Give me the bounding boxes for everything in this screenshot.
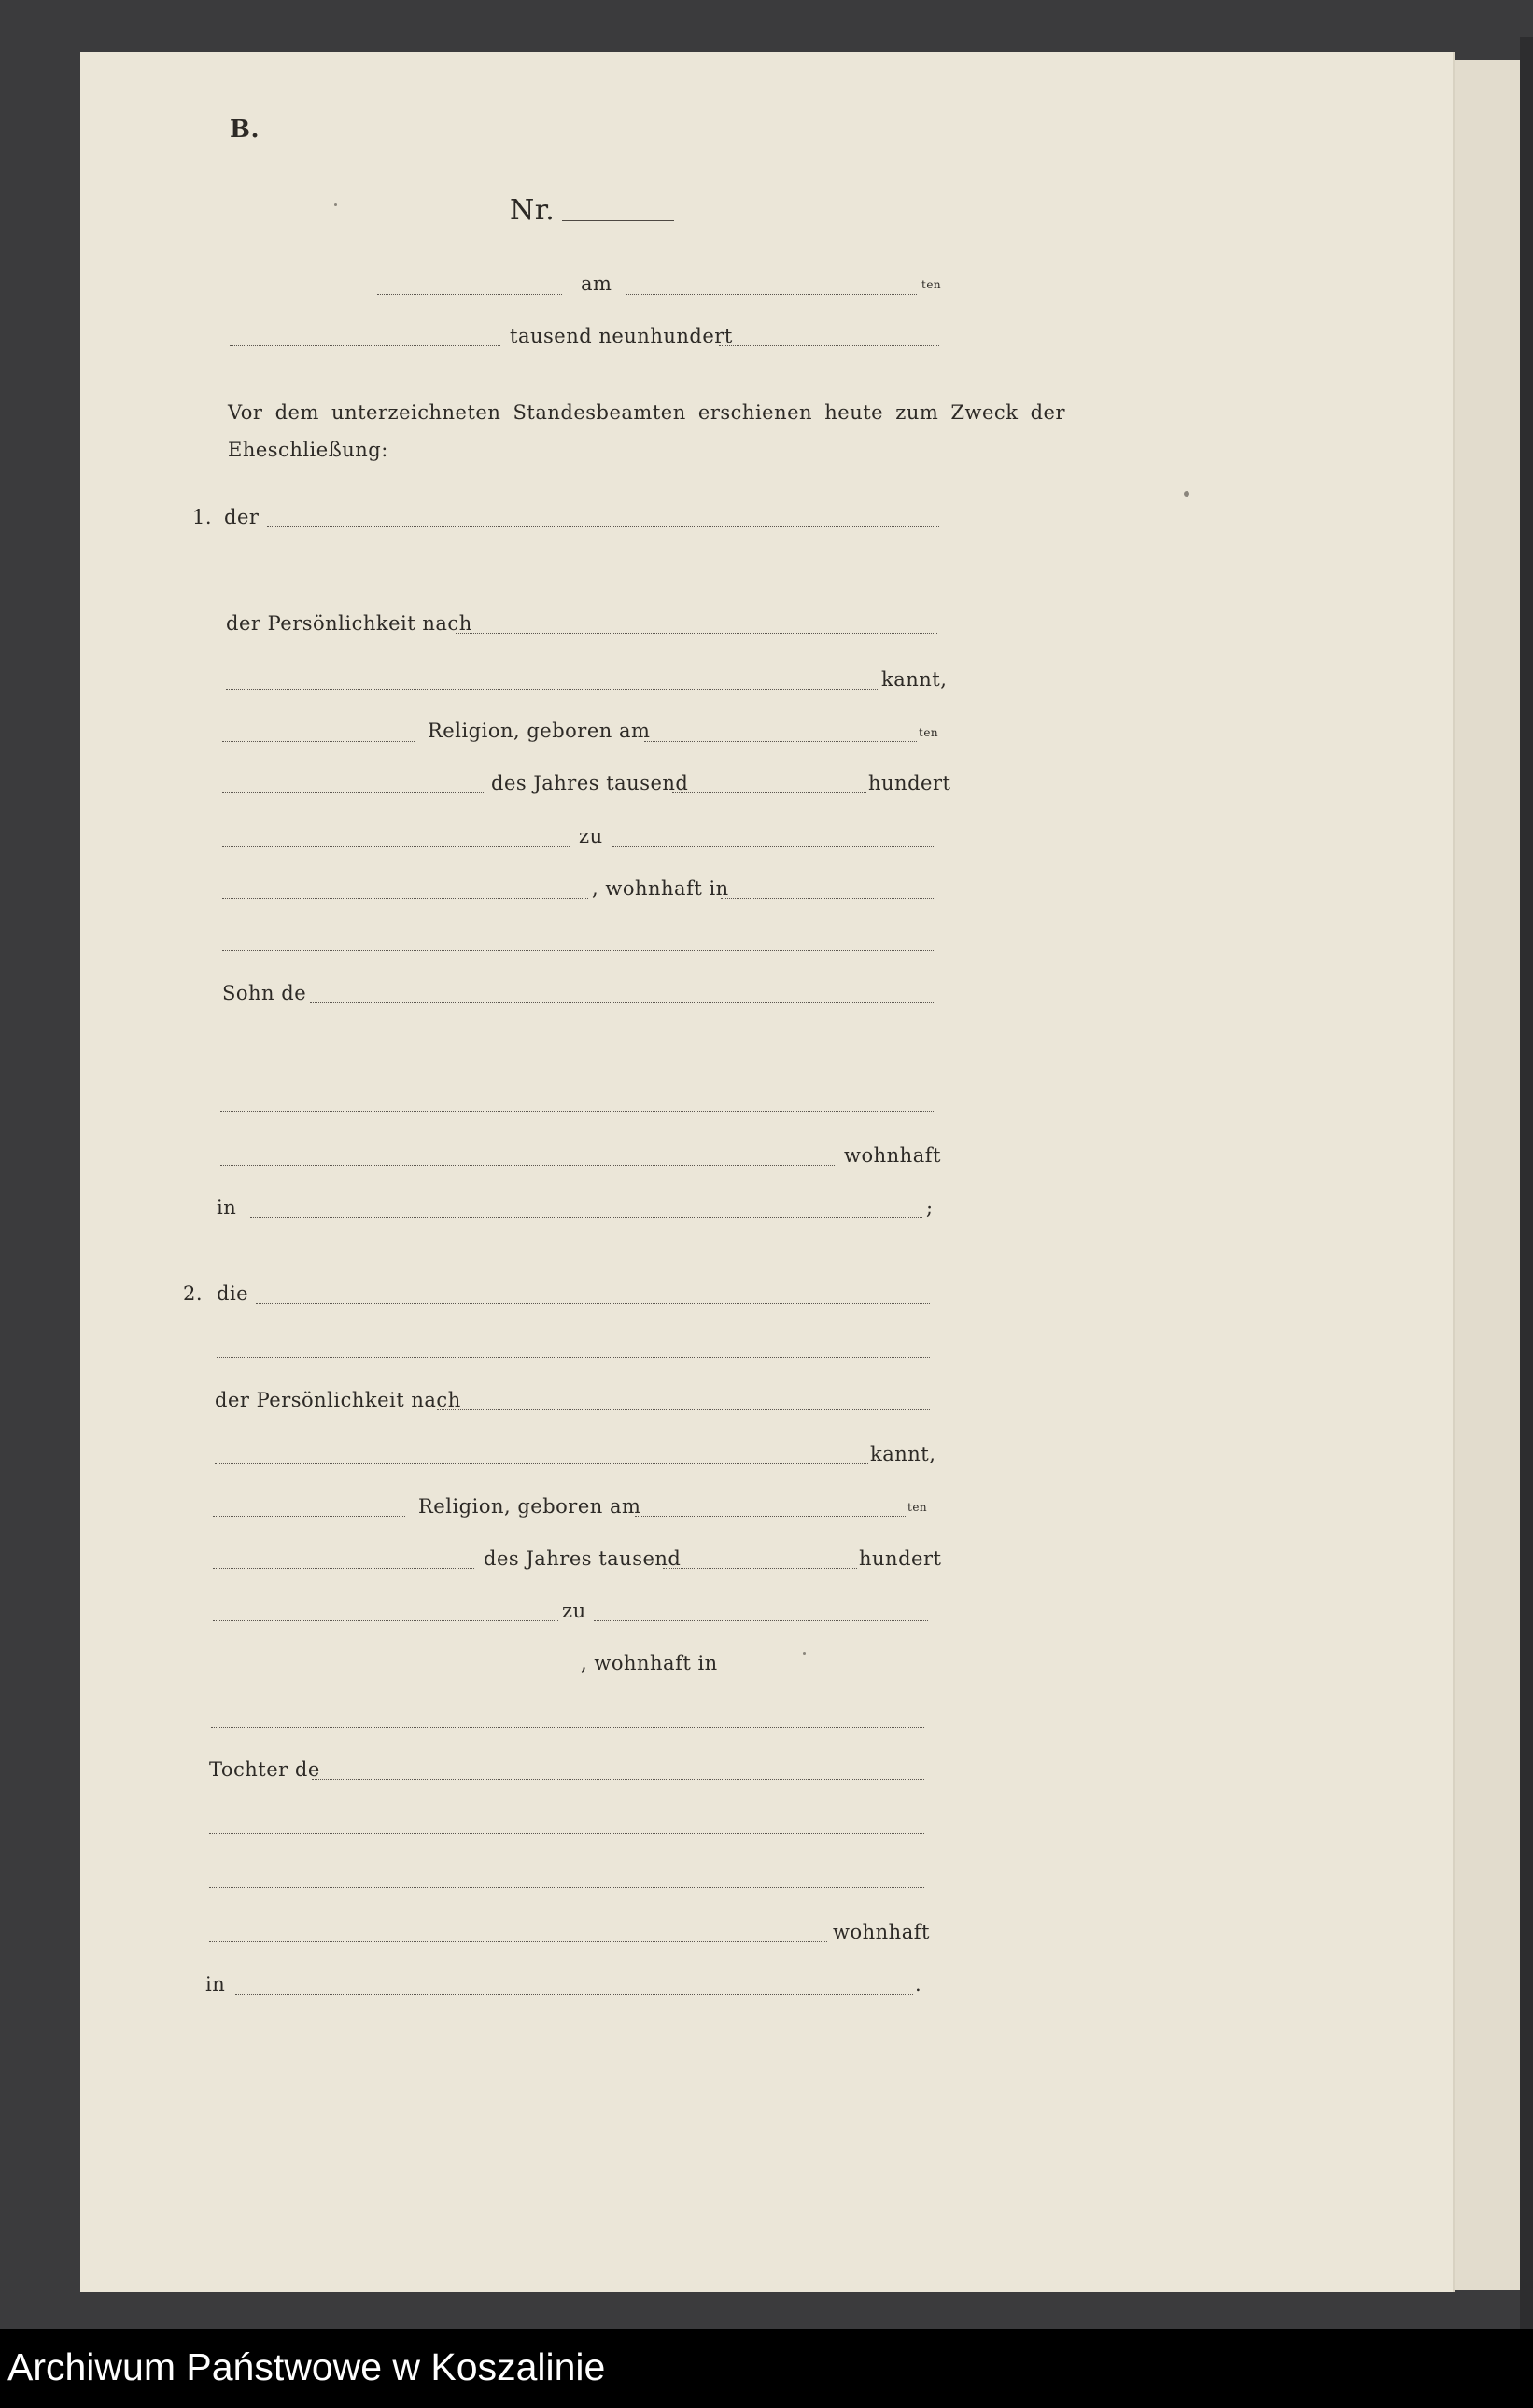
bride-wohnhaft-in-label: , wohnhaft in — [581, 1652, 718, 1674]
groom-wohnhaft-label: wohnhaft — [844, 1144, 941, 1167]
bride-birth-year-field — [663, 1568, 857, 1569]
bride-residence-field-2 — [211, 1727, 924, 1728]
groom-des-jahres-label: des Jahres tausend — [491, 772, 689, 794]
groom-religion-field — [222, 741, 415, 742]
bride-name-field — [256, 1303, 930, 1304]
year-suffix-field — [719, 345, 939, 346]
bride-parents-field-3 — [209, 1887, 924, 1888]
groom-number: 1. — [192, 506, 213, 528]
groom-child-of-label: Sohn de — [222, 982, 307, 1004]
bride-hundert-label: hundert — [859, 1547, 942, 1570]
groom-residence-field — [721, 898, 935, 899]
bride-zu-label: zu — [562, 1600, 586, 1622]
binding-edge — [1520, 37, 1533, 2329]
nr-label: Nr. — [510, 194, 556, 227]
bride-parents-residence-field — [235, 1994, 913, 1995]
bride-end-mark: . — [915, 1973, 922, 1995]
groom-religion-label: Religion, geboren am — [428, 720, 651, 742]
groom-birth-month-field — [222, 792, 484, 793]
paper-speck — [803, 1652, 806, 1655]
groom-persoenlichkeit-label: der Persönlichkeit nach — [226, 612, 472, 635]
year-prefix-field — [230, 345, 500, 346]
day-field — [377, 294, 562, 295]
facing-page-edge — [1453, 60, 1522, 2290]
bride-persoenlichkeit-field — [437, 1409, 930, 1410]
bride-in-label: in — [205, 1973, 226, 1995]
bride-religion-label: Religion, geboren am — [418, 1495, 641, 1518]
groom-zu-label: zu — [579, 825, 603, 847]
groom-parents-field — [310, 1002, 935, 1003]
groom-name-field — [267, 526, 939, 527]
groom-wohnhaft-in-label: , wohnhaft in — [592, 877, 729, 900]
form-letter: B. — [230, 116, 260, 144]
bride-birth-month-field — [213, 1568, 474, 1569]
bride-article: die — [217, 1282, 249, 1305]
groom-persoenlichkeit-field — [456, 633, 937, 634]
bride-number: 2. — [183, 1282, 204, 1305]
paper-speck — [334, 203, 337, 206]
bride-wohnhaft-label: wohnhaft — [833, 1921, 930, 1943]
tausend-neunhundert-label: tausend neunhundert — [510, 325, 733, 347]
bride-religion-field — [213, 1516, 405, 1517]
archive-name: Archiwum Państwowe w Koszalinie — [7, 2345, 606, 2388]
bride-child-of-label: Tochter de — [209, 1758, 320, 1781]
groom-in-label: in — [217, 1197, 237, 1219]
intro-line-2: Eheschließung: — [228, 439, 388, 461]
bride-parents-field-4 — [209, 1941, 827, 1942]
month-field — [626, 294, 917, 295]
bride-kannt-field — [215, 1463, 868, 1464]
groom-residence-field-2 — [222, 950, 935, 951]
bride-birthdate-field — [635, 1516, 906, 1517]
groom-birth-year-field — [672, 792, 866, 793]
paper-speck — [1184, 491, 1189, 497]
ten-suffix: ten — [921, 278, 942, 291]
groom-article: der — [224, 506, 260, 528]
groom-kannt-label: kannt, — [881, 668, 948, 691]
bride-kannt-label: kannt, — [870, 1443, 936, 1465]
groom-end-mark: ; — [926, 1197, 934, 1219]
bride-parents-field-2 — [209, 1833, 924, 1834]
groom-kannt-field — [226, 689, 878, 690]
am-label: am — [581, 273, 612, 295]
groom-birthdate-field — [644, 741, 917, 742]
bride-name-field-2 — [217, 1357, 930, 1358]
bride-birthplace-field — [594, 1620, 928, 1621]
bride-persoenlichkeit-label: der Persönlichkeit nach — [215, 1389, 461, 1411]
groom-hundert-label: hundert — [868, 772, 951, 794]
groom-parents-field-4 — [220, 1165, 835, 1166]
intro-line-1: Vor dem unterzeichneten Standesbeamten erschienen heute zum Zweck der — [228, 401, 1065, 424]
groom-ten-suffix: ten — [919, 726, 939, 739]
nr-field — [562, 220, 674, 221]
groom-parents-field-3 — [220, 1111, 935, 1112]
groom-parents-residence-field — [250, 1217, 922, 1218]
groom-birth-field — [222, 846, 570, 847]
bride-des-jahres-label: des Jahres tausend — [484, 1547, 682, 1570]
archive-footer — [0, 2329, 1533, 2408]
bride-parents-field — [312, 1779, 924, 1780]
bride-birth-field — [213, 1620, 558, 1621]
groom-birthplace-field-2 — [222, 898, 588, 899]
groom-birthplace-field — [612, 846, 935, 847]
form-page — [80, 52, 1453, 2292]
bride-ten-suffix: ten — [907, 1501, 928, 1514]
